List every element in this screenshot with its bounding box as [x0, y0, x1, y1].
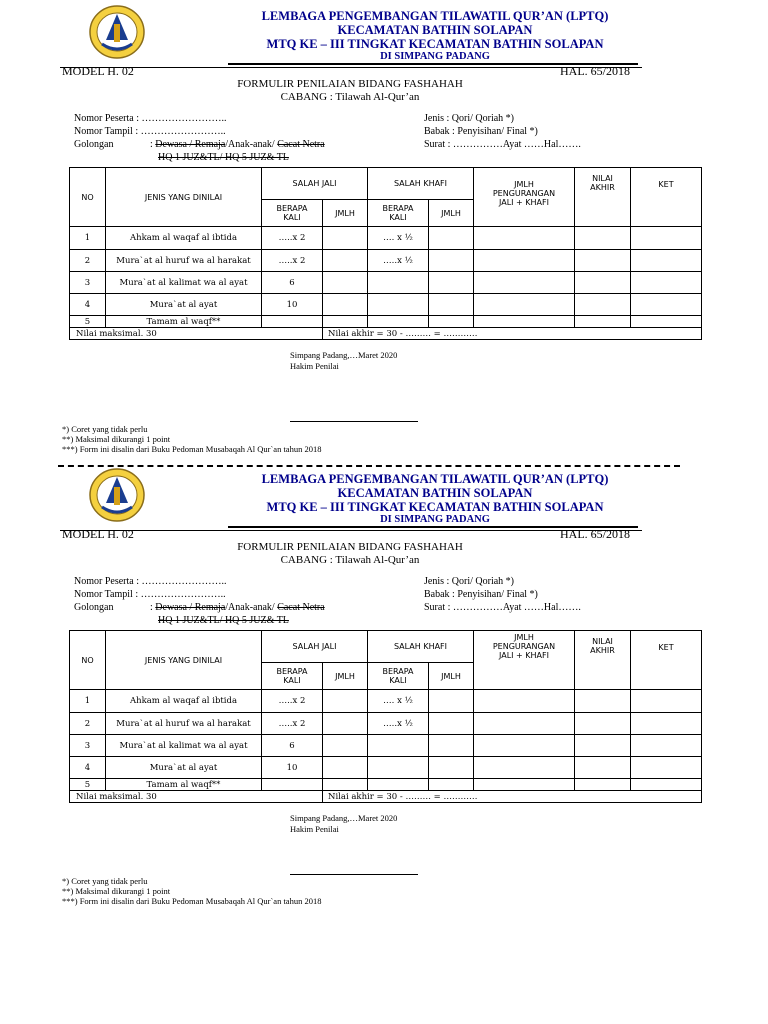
- row-jenis: Tamam al waqf**: [106, 779, 262, 791]
- form-title: FORMULIR PENILAIAN BIDANG FASHAHAH: [237, 78, 463, 90]
- nomor-tampil-field: Nomor Tampil : ……………………..: [74, 126, 226, 137]
- cabang-line: CABANG : Tilawah Al-Qur’an: [280, 554, 420, 566]
- nilai-akhir-formula: Nilai akhir = 30 - ……… = …………: [323, 328, 702, 340]
- row-cell: [631, 227, 702, 250]
- row-cell: [474, 735, 575, 757]
- nilai-akhir-formula: Nilai akhir = 30 - ……… = …………: [323, 791, 702, 803]
- sub-jmlh-jali: JMLH: [323, 663, 368, 690]
- row-cell: [474, 227, 575, 250]
- berapa-text: BERAPA: [382, 204, 414, 213]
- col-jenis-header: JENIS YANG DINILAI: [106, 168, 262, 227]
- note-1: *) Coret yang tidak perlu: [62, 424, 148, 434]
- golongan-option-selected: /Anak-anak/: [225, 139, 275, 150]
- row-jali: …..x 2: [262, 713, 323, 735]
- header-line-4: DI SIMPANG PADANG: [380, 514, 490, 525]
- form-title: FORMULIR PENILAIAN BIDANG FASHAHAH: [237, 541, 463, 553]
- row-no: 3: [70, 272, 106, 294]
- signature-place-date: Simpang Padang,…Maret 2020: [290, 813, 398, 823]
- row-khafi: …..x ½: [368, 713, 429, 735]
- golongan-colon: :: [150, 602, 153, 613]
- col-salah-khafi-header: SALAH KHAFI: [368, 168, 474, 200]
- row-cell: [429, 779, 474, 791]
- row-jali: [262, 316, 323, 328]
- berapa-text: BERAPA: [276, 667, 308, 676]
- row-jali: …..x 2: [262, 690, 323, 713]
- row-cell: [429, 227, 474, 250]
- signature-hakim: Hakim Penilai: [290, 361, 339, 371]
- berapa-text: BERAPA: [276, 204, 308, 213]
- row-cell: [575, 250, 631, 272]
- row-cell: [323, 272, 368, 294]
- row-jenis: Mura`at al ayat: [106, 294, 262, 316]
- row-khafi: …. x ½: [368, 227, 429, 250]
- row-khafi: [368, 316, 429, 328]
- row-no: 1: [70, 227, 106, 250]
- row-cell: [323, 227, 368, 250]
- jali-khafi-text: JALI + KHAFI: [499, 651, 549, 660]
- col-no-header: NO: [70, 168, 106, 227]
- header-line-4: DI SIMPANG PADANG: [380, 51, 490, 62]
- golongan-options: [150, 139, 325, 150]
- col-jenis-header: JENIS YANG DINILAI: [106, 631, 262, 690]
- golongan-options: [150, 602, 325, 613]
- header-line-2: KECAMATAN BATHIN SOLAPAN: [337, 23, 533, 37]
- sub-berapa-kali-khafi: [368, 200, 429, 227]
- row-cell: [474, 779, 575, 791]
- col-salah-khafi-header: SALAH KHAFI: [368, 631, 474, 663]
- row-cell: [323, 294, 368, 316]
- table-row: [70, 779, 702, 791]
- row-no: 1: [70, 690, 106, 713]
- note-3: ***) Form ini disalin dari Buku Pedoman Musabaqah Al Qur`an tahun 2018: [62, 444, 322, 454]
- note-2: **) Maksimal dikurangi 1 point: [62, 886, 171, 896]
- lptq-logo-icon: [88, 467, 146, 523]
- pengurangan-text: PENGURANGAN: [492, 642, 556, 651]
- row-cell: [631, 272, 702, 294]
- row-cell: [575, 316, 631, 328]
- row-cell: [631, 757, 702, 779]
- row-cell: [575, 227, 631, 250]
- row-cell: [631, 713, 702, 735]
- header-line-1: LEMBAGA PENGEMBANGAN TILAWATIL QUR’AN (LPTQ): [261, 9, 609, 23]
- table-row: [70, 227, 702, 250]
- header-line-2: KECAMATAN BATHIN SOLAPAN: [337, 486, 533, 500]
- kali-text: KALI: [283, 213, 301, 222]
- row-cell: [631, 690, 702, 713]
- row-cell: [575, 757, 631, 779]
- row-cell: [429, 713, 474, 735]
- row-cell: [429, 272, 474, 294]
- row-cell: [323, 690, 368, 713]
- row-jali: 10: [262, 757, 323, 779]
- row-cell: [575, 735, 631, 757]
- row-jenis: Ahkam al waqaf al ibtida: [106, 690, 262, 713]
- golongan-strike-2: Cacat Netra: [277, 602, 325, 613]
- jali-khafi-text: JALI + KHAFI: [499, 198, 549, 207]
- nomor-peserta-field: Nomor Peserta : ……………………..: [74, 113, 227, 124]
- row-jali: [262, 779, 323, 791]
- row-cell: [323, 250, 368, 272]
- row-cell: [575, 690, 631, 713]
- nomor-peserta-field: Nomor Peserta : ……………………..: [74, 576, 227, 587]
- header-line-3: MTQ KE – III TINGKAT KECAMATAN BATHIN SOLAPAN: [266, 37, 604, 51]
- sub-berapa-kali-jali: [262, 663, 323, 690]
- golongan-strike-2: Cacat Netra: [277, 139, 325, 150]
- nomor-tampil-field: Nomor Tampil : ……………………..: [74, 589, 226, 600]
- row-cell: [575, 294, 631, 316]
- row-no: 4: [70, 757, 106, 779]
- sub-jmlh-khafi: JMLH: [429, 663, 474, 690]
- row-cell: [323, 779, 368, 791]
- row-no: 2: [70, 713, 106, 735]
- golongan-label: Golongan: [74, 139, 114, 150]
- table-row: [70, 272, 702, 294]
- golongan-line-2: HQ 1 JUZ&TL/ HQ 5 JUZ& TL: [158, 615, 289, 626]
- col-ket-header: KET: [631, 168, 702, 227]
- scoring-table: [69, 167, 702, 340]
- row-jenis: Mura`at al kalimat wa al ayat: [106, 272, 262, 294]
- row-khafi: …..x ½: [368, 250, 429, 272]
- golongan-label: Golongan: [74, 602, 114, 613]
- row-cell: [631, 294, 702, 316]
- col-jmlh-pengurangan-header: [474, 168, 575, 227]
- nilai-maksimal: Nilai maksimal. 30: [70, 328, 323, 340]
- row-khafi: [368, 272, 429, 294]
- nilai-text: NILAI: [592, 174, 613, 183]
- row-cell: [429, 250, 474, 272]
- row-cell: [429, 316, 474, 328]
- col-nilai-akhir-header: [575, 168, 631, 227]
- row-cell: [429, 294, 474, 316]
- note-2: **) Maksimal dikurangi 1 point: [62, 434, 171, 444]
- col-salah-jali-header: SALAH JALI: [262, 631, 368, 663]
- row-cell: [429, 757, 474, 779]
- table-row: [70, 250, 702, 272]
- row-cell: [575, 272, 631, 294]
- sub-berapa-kali-jali: [262, 200, 323, 227]
- row-cell: [474, 294, 575, 316]
- row-cell: [474, 316, 575, 328]
- row-jenis: Mura`at al ayat: [106, 757, 262, 779]
- table-row: [70, 690, 702, 713]
- form-copy-1: [0, 0, 768, 462]
- row-cell: [474, 757, 575, 779]
- kali-text: KALI: [389, 213, 407, 222]
- note-1: *) Coret yang tidak perlu: [62, 876, 148, 886]
- row-cell: [575, 779, 631, 791]
- berapa-text: BERAPA: [382, 667, 414, 676]
- note-3: ***) Form ini disalin dari Buku Pedoman Musabaqah Al Qur`an tahun 2018: [62, 896, 322, 906]
- row-khafi: [368, 294, 429, 316]
- header-underline: [60, 67, 642, 68]
- table-row: [70, 757, 702, 779]
- row-jenis: Tamam al waqf**: [106, 316, 262, 328]
- row-no: 5: [70, 316, 106, 328]
- kali-text: KALI: [283, 676, 301, 685]
- row-cell: [323, 713, 368, 735]
- row-cell: [474, 690, 575, 713]
- row-jali: 6: [262, 272, 323, 294]
- jmlh-text: JMLH: [514, 633, 534, 642]
- nilai-text: NILAI: [592, 637, 613, 646]
- row-no: 3: [70, 735, 106, 757]
- golongan-strike-1: Dewasa / Remaja: [155, 602, 226, 613]
- akhir-text: AKHIR: [590, 183, 615, 192]
- row-jenis: Mura`at al kalimat wa al ayat: [106, 735, 262, 757]
- surat-field: Surat : ……………Ayat ……Hal…….: [424, 139, 581, 150]
- row-khafi: [368, 779, 429, 791]
- kali-text: KALI: [389, 676, 407, 685]
- lptq-logo-icon: [88, 4, 146, 60]
- jmlh-text: JMLH: [514, 180, 534, 189]
- row-khafi: [368, 757, 429, 779]
- signature-place-date: Simpang Padang,…Maret 2020: [290, 350, 398, 360]
- sub-jmlh-jali: JMLH: [323, 200, 368, 227]
- col-no-header: NO: [70, 631, 106, 690]
- col-ket-header: KET: [631, 631, 702, 690]
- row-no: 4: [70, 294, 106, 316]
- babak-field: Babak : Penyisihan/ Final *): [424, 126, 538, 137]
- golongan-strike-1: Dewasa / Remaja: [155, 139, 226, 150]
- row-jenis: Mura`at al huruf wa al harakat: [106, 250, 262, 272]
- row-cell: [474, 272, 575, 294]
- row-cell: [631, 735, 702, 757]
- row-cell: [474, 250, 575, 272]
- row-jali: …..x 2: [262, 250, 323, 272]
- row-cell: [575, 713, 631, 735]
- table-row: [70, 735, 702, 757]
- page-ref: HAL. 65/2018: [560, 527, 630, 541]
- table-row: [70, 316, 702, 328]
- header-line-3: MTQ KE – III TINGKAT KECAMATAN BATHIN SOLAPAN: [266, 500, 604, 514]
- nilai-maksimal: Nilai maksimal. 30: [70, 791, 323, 803]
- col-jmlh-pengurangan-header: [474, 631, 575, 690]
- row-cell: [323, 735, 368, 757]
- model-code: MODEL H. 02: [62, 64, 134, 78]
- jenis-field: Jenis : Qori/ Qoriah *): [424, 113, 514, 124]
- surat-field: Surat : ……………Ayat ……Hal…….: [424, 602, 581, 613]
- golongan-option-selected: /Anak-anak/: [225, 602, 275, 613]
- row-jali: 10: [262, 294, 323, 316]
- golongan-line-2: HQ 1 JUZ&TL/ HQ 5 JUZ& TL: [158, 152, 289, 163]
- row-cell: [631, 250, 702, 272]
- signature-line: [290, 421, 418, 422]
- row-cell: [323, 316, 368, 328]
- table-row: [70, 713, 702, 735]
- jenis-field: Jenis : Qori/ Qoriah *): [424, 576, 514, 587]
- model-code: MODEL H. 02: [62, 527, 134, 541]
- row-khafi: …. x ½: [368, 690, 429, 713]
- pengurangan-text: PENGURANGAN: [492, 189, 556, 198]
- table-row: [70, 294, 702, 316]
- row-jali: 6: [262, 735, 323, 757]
- sub-jmlh-khafi: JMLH: [429, 200, 474, 227]
- col-salah-jali-header: SALAH JALI: [262, 168, 368, 200]
- row-cell: [474, 713, 575, 735]
- summary-row: [70, 328, 702, 340]
- header-line-1: LEMBAGA PENGEMBANGAN TILAWATIL QUR’AN (LPTQ): [261, 472, 609, 486]
- row-cell: [429, 690, 474, 713]
- signature-line: [290, 874, 418, 875]
- row-no: 2: [70, 250, 106, 272]
- row-cell: [429, 735, 474, 757]
- sub-berapa-kali-khafi: [368, 663, 429, 690]
- row-jenis: Ahkam al waqaf al ibtida: [106, 227, 262, 250]
- scoring-table: [69, 630, 702, 803]
- cabang-line: CABANG : Tilawah Al-Qur’an: [280, 91, 420, 103]
- row-cell: [323, 757, 368, 779]
- row-jenis: Mura`at al huruf wa al harakat: [106, 713, 262, 735]
- form-copy-2: [0, 463, 768, 925]
- row-cell: [631, 779, 702, 791]
- row-no: 5: [70, 779, 106, 791]
- page-ref: HAL. 65/2018: [560, 64, 630, 78]
- row-jali: …..x 2: [262, 227, 323, 250]
- signature-hakim: Hakim Penilai: [290, 824, 339, 834]
- row-cell: [631, 316, 702, 328]
- summary-row: [70, 791, 702, 803]
- babak-field: Babak : Penyisihan/ Final *): [424, 589, 538, 600]
- row-khafi: [368, 735, 429, 757]
- golongan-colon: :: [150, 139, 153, 150]
- col-nilai-akhir-header: [575, 631, 631, 690]
- akhir-text: AKHIR: [590, 646, 615, 655]
- header-underline: [60, 530, 642, 531]
